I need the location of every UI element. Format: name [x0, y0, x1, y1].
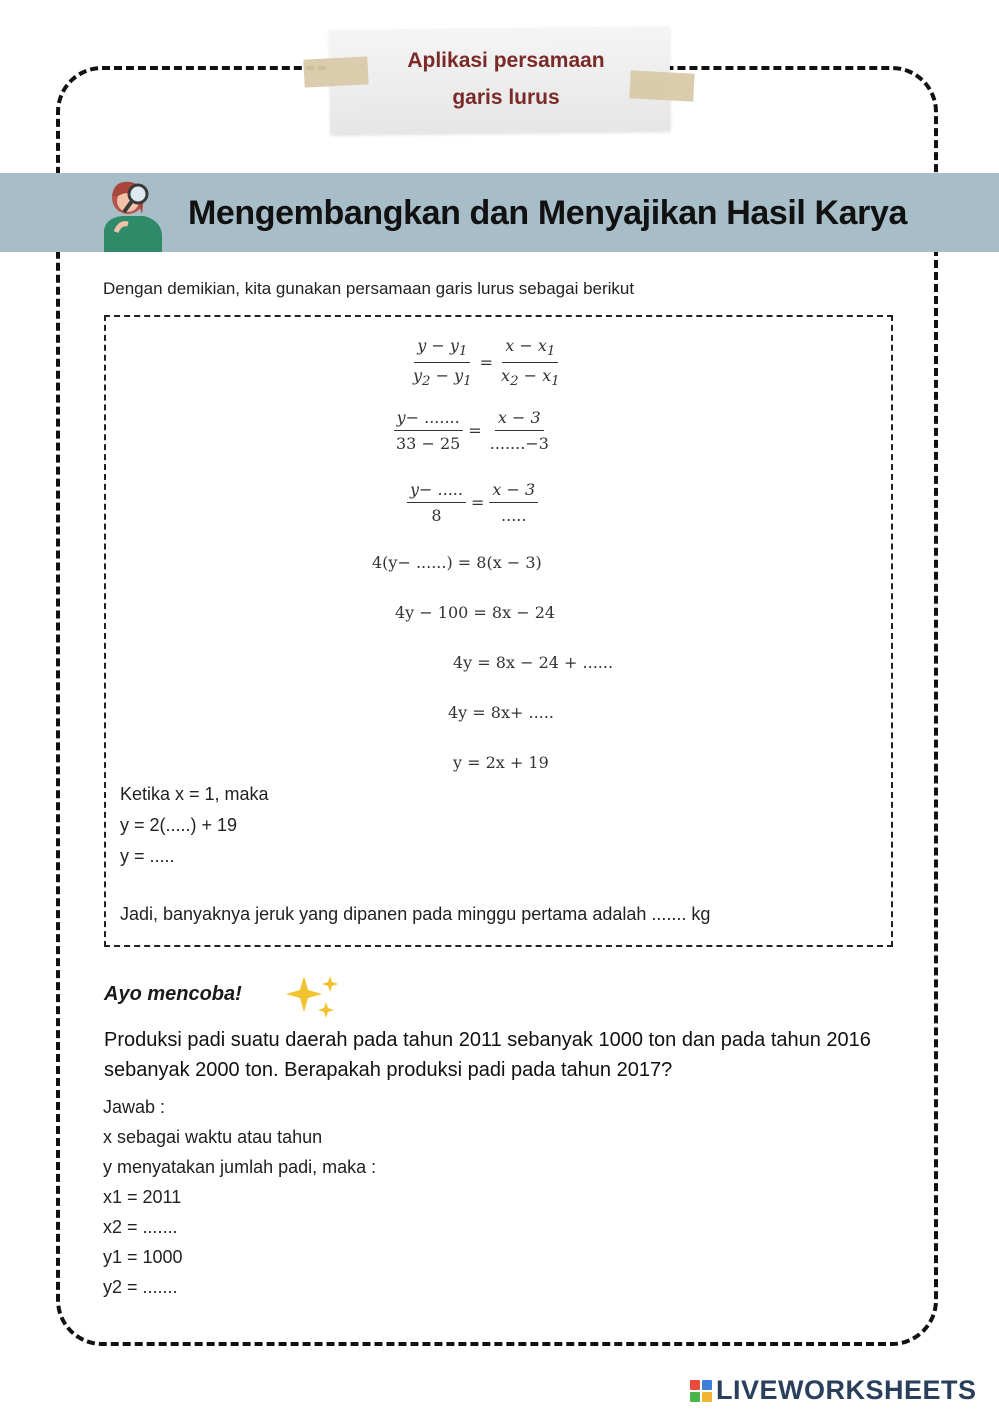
answer-line-1: Jawab :: [103, 1097, 166, 1117]
answer-y1: y1 = 1000: [103, 1247, 183, 1267]
equation-expanded: 4y − 100 = 8x − 24: [395, 603, 556, 622]
banner-title: Mengembangkan dan Menyajikan Hasil Karya: [188, 194, 908, 232]
fraction-left: $\frac{y- .....}{8}$: [407, 480, 466, 525]
fraction-right: $\frac{x - 3}{.......-3}$: [489, 408, 549, 453]
intro-text: Dengan demikian, kita gunakan persamaan garis lurus sebagai berikut: [103, 279, 635, 298]
fraction-left: $\frac{y - y_1}{y_2 - y_1}$: [413, 336, 472, 390]
conclusion-text: Jadi, banyaknya jeruk yang dipanen pada minggu pertama adalah ....... kg: [120, 904, 711, 924]
answer-y2: y2 = .......: [103, 1277, 178, 1297]
answer-line-2: x sebagai waktu atau tahun: [103, 1127, 323, 1147]
problem-statement: Produksi padi suatu daerah pada tahun 2011 sebanyak 1000 ton dan pada tahun 2016 sebanyak 2000 ton. Berapakah produksi padi pada tahun 2017?: [104, 1029, 871, 1081]
equation-cross-multiply: 4(y− ......) = 8(x − 3): [372, 553, 542, 572]
liveworksheets-footer: [690, 1375, 977, 1406]
ayo-mencoba-heading: Ayo mencoba!: [104, 983, 242, 1005]
answer-x2: x2 = .......: [103, 1217, 178, 1237]
equation-combined: 4y = 8x+ .....: [448, 703, 554, 722]
fraction-right: $\frac{x - x_1}{x_2 - x_1}$: [501, 336, 560, 390]
note-title-line1: Aplikasi persamaan: [407, 49, 605, 72]
equation-final: y = 2x + 19: [453, 753, 549, 772]
detective-girl-icon: [98, 174, 168, 252]
equation-substitution: $\frac{y- .......}{33 - 25}$ = $\frac{x - 3}{.......-3}$: [390, 408, 555, 453]
step-line-2: y = 2(.....) + 19: [120, 815, 238, 835]
fraction-left: $\frac{y- .......}{33 - 25}$: [393, 408, 463, 453]
fraction-right: $\frac{x - 3}{.....}$: [489, 480, 538, 525]
sparkle-icon: [286, 974, 344, 1020]
equation-move-terms: 4y = 8x − 24 + ......: [453, 653, 614, 672]
note-title-line2: garis lurus: [452, 86, 560, 109]
answer-x1: x1 = 2011: [103, 1187, 182, 1207]
equation-simplified: $\frac{y- .....}{8}$ = $\frac{x - 3}{.....}$: [404, 480, 541, 525]
equation-general-form: $\frac{y - y_1}{y_2 - y_1}$ = $\frac{x - x_1}{x_2 - x_1}$: [407, 336, 566, 389]
footer-brand: LIVEWORKSHEETS: [716, 1375, 977, 1405]
note-title: [330, 42, 682, 116]
liveworksheets-logo-icon: [690, 1380, 712, 1402]
step-line-1: Ketika x = 1, maka: [120, 784, 269, 804]
answer-line-3: y menyatakan jumlah padi, maka :: [103, 1157, 377, 1177]
step-line-3: y = .....: [120, 846, 175, 866]
